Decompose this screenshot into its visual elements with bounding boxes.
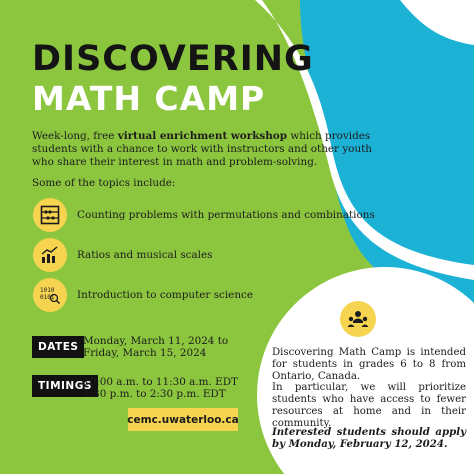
- dates-label: DATES: [32, 336, 84, 358]
- students-group-icon: [340, 301, 376, 337]
- growth-chart-icon: [33, 238, 67, 272]
- intro-highlight: virtual enrichment workshop: [117, 130, 288, 142]
- title-line-1: DISCOVERING: [32, 39, 314, 79]
- timings-line-1: 10:00 a.m. to 11:30 a.m. EDT: [83, 376, 238, 388]
- intro-rest: which provides students with a chance to work with instructors and other youth who share their interest in math and problem-solving.: [32, 130, 372, 168]
- intro-lead: Week-long, free: [32, 130, 118, 142]
- dates-line-1: Monday, March 11, 2024 to: [83, 335, 229, 347]
- title-line-2: MATH CAMP: [32, 79, 266, 118]
- abacus-icon: [33, 198, 67, 232]
- binary-search-icon: [33, 278, 67, 312]
- topic-item-ratios: Ratios and musical scales: [77, 249, 213, 261]
- topic-item-counting: Counting problems with permutations and combinations: [77, 209, 375, 221]
- topics-intro: Some of the topics include:: [32, 177, 176, 189]
- intro-paragraph: [32, 130, 372, 169]
- svg-text:0101: 0101: [40, 294, 55, 301]
- dates-line-2: Friday, March 15, 2024: [83, 347, 207, 359]
- timings-line-2: 1:30 p.m. to 2:30 p.m. EDT: [83, 388, 226, 400]
- timings-label: TIMINGS: [32, 375, 98, 397]
- svg-text:1010: 1010: [40, 287, 55, 294]
- timings-value: [83, 376, 238, 400]
- topic-item-computer-science: Introduction to computer science: [77, 289, 253, 301]
- dates-value: [83, 335, 228, 359]
- eligibility-paragraph-1: Discovering Math Camp is intended for students in grades 6 to 8 from Ontario, Canada.: [272, 347, 466, 382]
- eligibility-paragraph-2: In particular, we will prioritize students who have access to fewer resources at home and in their community.: [272, 382, 466, 429]
- apply-deadline-note: Interested students should apply by Monday, February 12, 2024.: [272, 426, 466, 450]
- website-link[interactable]: cemc.uwaterloo.ca: [128, 408, 238, 431]
